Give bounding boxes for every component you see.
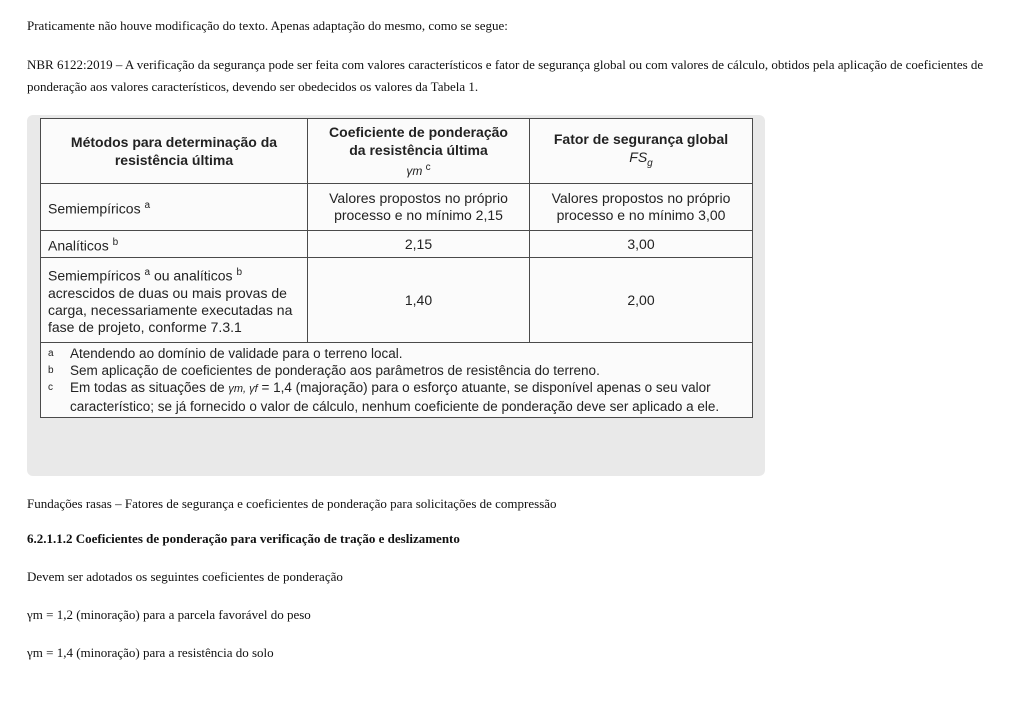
row3-method <box>41 258 308 343</box>
section-heading: 6.2.1.1.2 Coeficientes de ponderação para verificação de tração e deslizamento <box>27 531 460 546</box>
row3-method-part2: ou analíticos <box>153 267 233 284</box>
header-coefficient-line2: da resistência última <box>349 141 488 158</box>
row2-method <box>41 231 308 258</box>
header-coefficient-symbol-wrap <box>315 159 522 180</box>
table-caption: Fundações rasas – Fatores de segurança e coeficientes de ponderação para solicitações de compressão <box>27 496 557 511</box>
header-global-factor-line1: Fator de segurança global <box>553 130 729 147</box>
row2-method-label: Analíticos <box>48 237 109 254</box>
note-b <box>48 362 745 379</box>
row1-method-label: Semiempíricos <box>48 200 141 217</box>
note-a-marker: a <box>48 348 54 359</box>
nbr-paragraph: NBR 6122:2019 – A verificação da segurança pode ser feita com valores característicos e fator de segurança global ou com valores de cálculo, obtidos pela aplicação de coeficientes de ponderação aos valores característicos, devendo ser obedecidos os valores da Tabela 1. <box>27 57 984 94</box>
header-methods: Métodos para determinação da resistência última <box>41 119 308 184</box>
header-coefficient <box>308 119 530 184</box>
header-global-factor-symbol: FS <box>629 148 648 165</box>
table-row <box>41 184 753 231</box>
row1-coefficient: Valores propostos no próprio processo e no mínimo 2,15 <box>308 184 530 231</box>
note-a-text: Atendendo ao domínio de validade para o terreno local. <box>70 346 403 361</box>
note-c <box>48 379 745 415</box>
header-global-factor-symbol-wrap <box>537 148 745 173</box>
note-c-marker: c <box>48 382 53 393</box>
header-global-factor <box>530 119 753 184</box>
row2-method-sup: b <box>112 236 119 248</box>
row3-method-part1: Semiempíricos <box>48 267 141 284</box>
note-c-text-pre: Em todas as situações de <box>70 380 225 395</box>
row3-method-sup1: a <box>144 267 151 279</box>
note-b-text: Sem aplicação de coeficientes de ponderação aos parâmetros de resistência do terreno. <box>70 363 600 378</box>
table-notes <box>41 343 753 418</box>
table-row <box>41 231 753 258</box>
row2-global-factor: 3,00 <box>530 231 753 258</box>
row1-method <box>41 184 308 231</box>
table-row <box>41 258 753 343</box>
header-coefficient-line1: Coeficiente de ponderação <box>329 123 508 140</box>
header-coefficient-sup: c <box>425 161 431 173</box>
row2-coefficient: 2,15 <box>308 231 530 258</box>
note-b-marker: b <box>48 365 54 376</box>
row3-method-sup2: b <box>236 267 242 279</box>
safety-factor-table <box>40 118 753 418</box>
intro-text: Praticamente não houve modificação do texto. Apenas adaptação do mesmo, como se segue: <box>27 18 508 33</box>
row1-global-factor: Valores propostos no próprio processo e no mínimo 3,00 <box>530 184 753 231</box>
note-c-symbols: γm, γf <box>228 383 258 395</box>
note-a <box>48 345 745 362</box>
header-global-factor-sub: g <box>647 157 653 169</box>
row3-method-rest: acrescidos de duas ou mais provas de carga, necessariamente executadas na fase de projeto, conforme 7.3.1 <box>48 284 293 335</box>
table-header-row <box>41 119 753 184</box>
table-notes-row <box>41 343 753 418</box>
body-line-3: γm = 1,4 (minoração) para a resistência do solo <box>27 645 274 660</box>
row1-method-sup: a <box>144 199 151 211</box>
row3-global-factor: 2,00 <box>530 258 753 343</box>
body-line-1: Devem ser adotados os seguintes coeficientes de ponderação <box>27 569 343 584</box>
header-coefficient-symbol: γm <box>406 163 423 178</box>
body-line-2: γm = 1,2 (minoração) para a parcela favorável do peso <box>27 607 311 622</box>
row3-coefficient: 1,40 <box>308 258 530 343</box>
note-c-text-post: = 1,4 (majoração) para o esforço atuante, se disponível apenas o seu valor característico; se já fornecido o valor de cálculo, nenhum coeficiente de ponderação deve ser aplicado a ele. <box>70 380 720 414</box>
note-c-body <box>70 379 745 415</box>
